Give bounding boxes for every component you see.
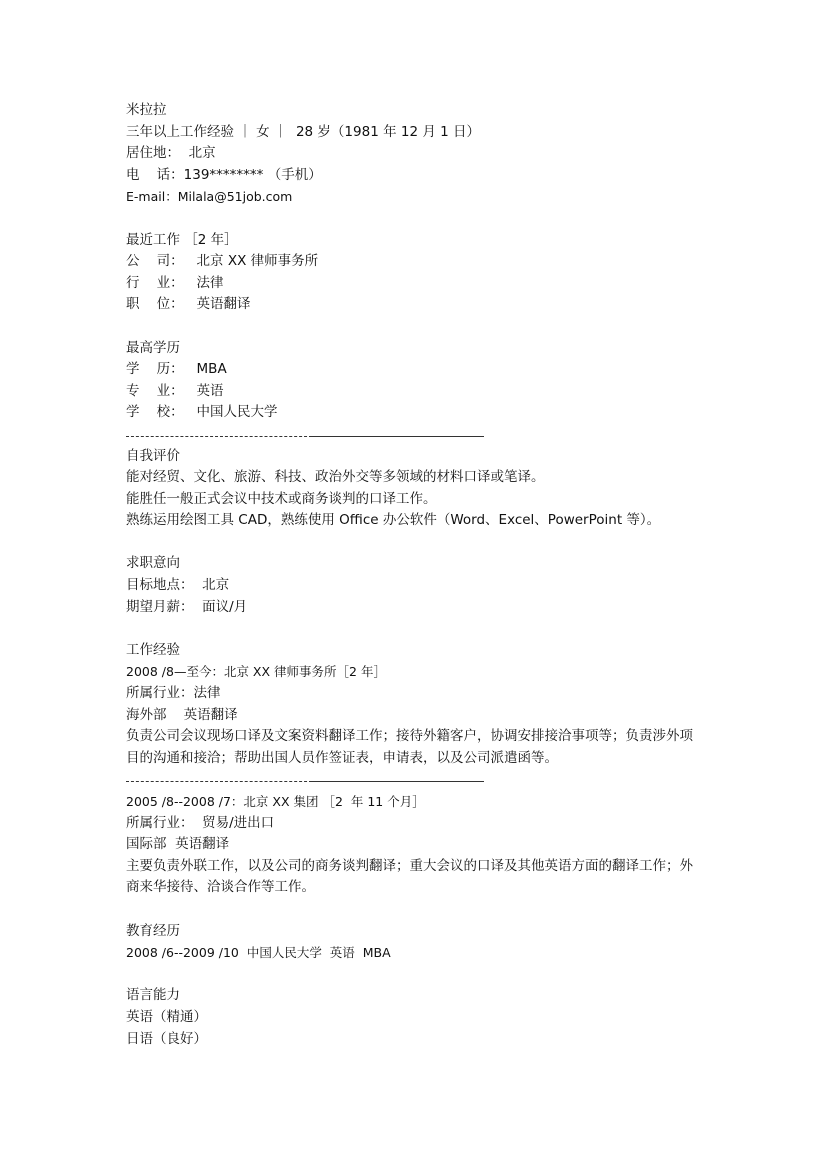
spacer (126, 618, 726, 640)
education-entry: 2008 /6--2009 /10 中国人民大学 英语 MBA (126, 945, 391, 961)
job-industry: 所属行业：法律 (126, 685, 221, 702)
recent-position-line: 职 位： 英语翻译 (126, 296, 251, 313)
divider-dashed-part (126, 436, 312, 437)
spacer (126, 208, 726, 230)
job-department: 国际部 英语翻译 (126, 836, 230, 853)
language-heading: 语言能力 (126, 987, 180, 1004)
spacer (126, 964, 726, 986)
recent-company-line: 公 司： 北京 XX 律师事务所 (126, 253, 319, 270)
degree-line: 学 历： MBA (126, 361, 227, 378)
email-line: E-mail：Milala@51job.com (126, 189, 293, 205)
job-description: 主要负责外联工作，以及公司的商务谈判翻译；重大会议的口译及其他英语方面的翻译工作；外商来华接待、洽谈合作等工作。 (126, 857, 693, 896)
section-divider (126, 769, 726, 791)
candidate-name: 米拉拉 (126, 102, 167, 118)
self-evaluation-line: 能对经贸、文化、旅游、科技、政治外交等多领域的材料口译或笔译。 (126, 469, 545, 486)
expected-salary-line: 期望月薪： 面议/月 (126, 598, 248, 615)
language-item: 英语（精通） (126, 1008, 207, 1025)
self-evaluation-line: 能胜任一般正式会议中技术或商务谈判的口译工作。 (126, 490, 437, 507)
top-education-heading: 最高学历 (126, 339, 180, 356)
job-industry: 所属行业： 贸易/进出口 (126, 814, 275, 831)
job-period: 2008 /8—至今：北京 XX 律师事务所［2 年］ (126, 664, 386, 680)
language-item: 日语（良好） (126, 1030, 207, 1047)
self-evaluation-heading: 自我评价 (126, 447, 180, 464)
job-intention-heading: 求职意向 (126, 555, 180, 572)
spacer (126, 316, 726, 338)
education-history-heading: 教育经历 (126, 922, 180, 939)
section-divider (126, 424, 726, 446)
self-evaluation-line: 熟练运用绘图工具 CAD，熟练使用 Office 办公软件（Word、Excel、PowerPoint 等）。 (126, 512, 661, 529)
job-period: 2005 /8--2008 /7：北京 XX 集团 ［2 年 11 个月］ (126, 794, 425, 809)
divider-solid-part (312, 781, 484, 782)
residence-line: 居住地： 北京 (126, 145, 216, 162)
divider-dashed-part (126, 781, 312, 782)
candidate-summary: 三年以上工作经验 ｜ 女 ｜ 28 岁（1981 年 12 月 1 日） (126, 123, 481, 140)
divider-solid-part (312, 436, 484, 437)
school-line: 学 校： 中国人民大学 (126, 404, 278, 421)
spacer (126, 532, 726, 554)
work-experience-heading: 工作经验 (126, 641, 180, 658)
phone-line: 电 话：139******** （手机） (126, 166, 322, 183)
job-department: 海外部 英语翻译 (126, 706, 238, 723)
major-line: 专 业： 英语 (126, 382, 224, 399)
recent-industry-line: 行 业： 法律 (126, 274, 224, 291)
target-location-line: 目标地点： 北京 (126, 577, 230, 594)
job-description: 负责公司会议现场口译及文案资料翻译工作；接待外籍客户，协调安排接洽事项等；负责涉外项目的沟通和接洽；帮助出国人员作签证表，申请表，以及公司派遣函等。 (126, 728, 693, 766)
recent-work-heading: 最近工作 ［2 年］ (126, 231, 238, 248)
spacer (126, 899, 726, 921)
resume-document (126, 100, 726, 1050)
